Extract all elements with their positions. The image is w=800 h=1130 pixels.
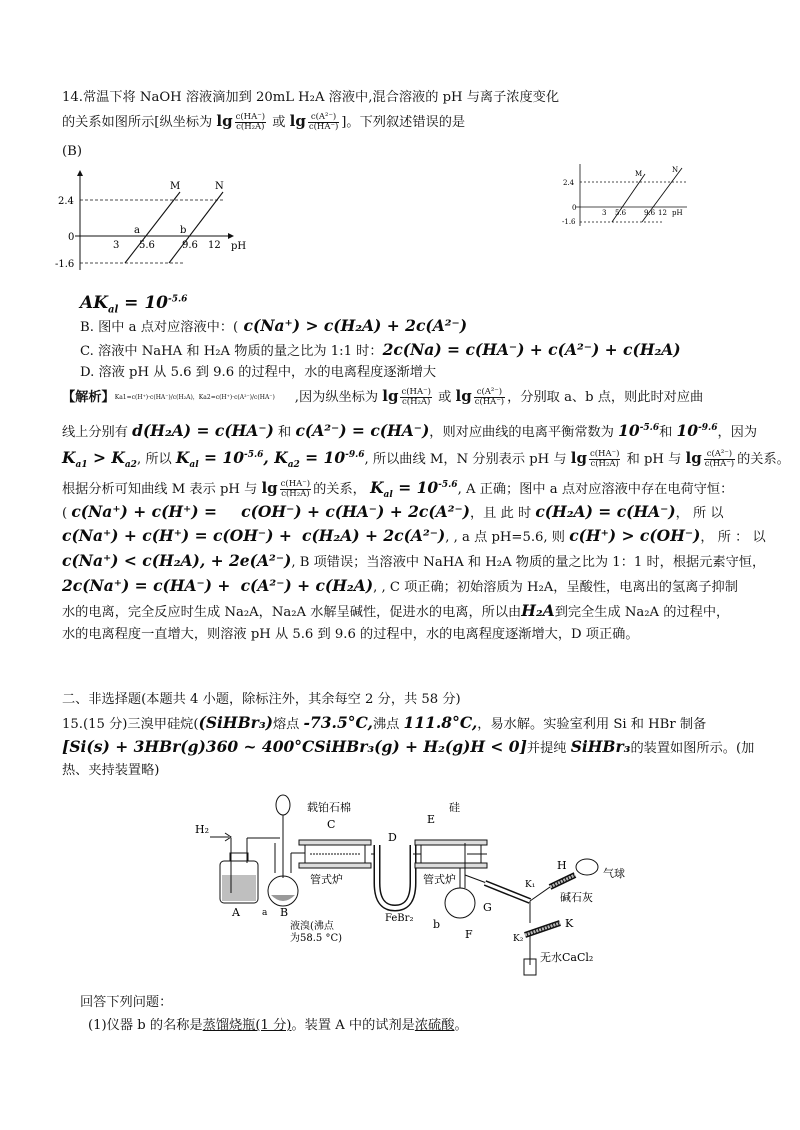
point-a-label: a bbox=[134, 225, 140, 236]
analysis-line6: c(Na⁺) + c(H⁺) = c(OH⁻) + c(H₂A) + 2c(A²⁻), , a 点 pH=5.6, 则 c(H⁺) > c(OH⁻)， 所 ： 以 bbox=[62, 526, 766, 545]
analysis-line3: $K_{a1} > K_{a2}$, 所以 $K_{al} = 10^{-5.6}$, $K_{a2} = 10^{-9.6}$, 所以曲线 M，N 分别表示 pH 与 lg $\frac{c(HA^-)}{\text{c(H₂A)}}$ 和 pH 与 lg $\frac{\text{c(A²⁻)}}{c(HA^-)}$ 的关系。 bbox=[62, 448, 790, 471]
q15-sub1: (1)仪器 b 的名称是蒸馏烧瓶(1 分)。装置 A 中的试剂是浓硫酸。 bbox=[88, 1018, 468, 1033]
label-g: G bbox=[483, 901, 492, 914]
tube-furnace-c bbox=[299, 840, 371, 868]
q15-line3: 热、夹持装置略) bbox=[62, 763, 160, 778]
y-label-zero: 0 bbox=[68, 232, 75, 243]
point-b-label: b bbox=[180, 225, 187, 236]
furnace-1-label: 管式炉 bbox=[310, 873, 343, 886]
analysis-line2: 线上分别有 d(H₂A) = c(HA⁻) 和 c(A²⁻) = c(HA⁻)，则对应曲线的电离平衡常数为 $10^{-5.6}$和 $10^{-9.6}$，因为 bbox=[62, 421, 758, 441]
option-c: C. 溶液中 NaHA 和 H₂A 物质的量之比为 1:1 时：2c(Na) = c(HA⁻) + c(A²⁻) + c(H₂A) bbox=[80, 340, 681, 359]
thumb-x-12: 12 bbox=[658, 209, 667, 217]
label-a-small: a bbox=[262, 908, 268, 918]
asbestos-label: 载铂石棉 bbox=[307, 801, 351, 814]
thumb-n: N bbox=[672, 166, 679, 174]
label-d: D bbox=[388, 831, 397, 844]
curve-n-label: N bbox=[215, 181, 224, 192]
thumb-y-zero: 0 bbox=[572, 204, 577, 212]
ph-graph-thumbnail bbox=[562, 162, 702, 228]
analysis-line4: 根据分析可知曲线 M 表示 pH 与 lg $\frac{c(HA^-)}{\text{c(H₂A)}}$ 的关系， $K_{al} = 10^{-5.6}$, A 正确；图中 a 点对应溶液中存在电荷守恒： bbox=[62, 478, 734, 501]
label-a: A bbox=[232, 906, 240, 919]
curve-n bbox=[169, 192, 223, 263]
analysis-line9: 水的电离，完全反应时生成 Na₂A，Na₂A 水解呈碱性，促进水的电离，所以由H₂A到完全生成 Na₂A 的过程中， bbox=[62, 601, 730, 620]
analysis-line8: 2c(Na⁺) = c(HA⁻) + c(A²⁻) + c(H₂A), , C 项正确；初始溶质为 H₂A，呈酸性，电离出的氢离子抑制 bbox=[62, 576, 738, 595]
thumb-x-9-6: 9.6 bbox=[644, 209, 656, 217]
label-k2: K₂ bbox=[513, 934, 524, 944]
thumb-x-3: 3 bbox=[602, 209, 607, 217]
analysis-line7: c(Na⁺) < c(H₂A), + 2e(A²⁻), B 项错误；当溶液中 NaHA 和 H₂A 物质的量之比为 1：1 时，根据元素守恒， bbox=[62, 551, 766, 570]
liquid-bromine-label-2: 为58.5 °C) bbox=[290, 933, 342, 944]
apparatus-diagram bbox=[195, 783, 670, 978]
label-c: C bbox=[327, 818, 336, 831]
thumb-m: M bbox=[635, 170, 643, 178]
liquid-bromine-label: 液溴(沸点 bbox=[290, 921, 334, 932]
x-axis-label: pH bbox=[231, 241, 247, 252]
label-e: E bbox=[427, 813, 436, 826]
q14-line1: 14.常温下将 NaOH 溶液滴加到 20mL H₂A 溶液中,混合溶液的 pH 与离子浓度变化 bbox=[62, 90, 560, 105]
x-label-5-6: 5.6 bbox=[139, 240, 155, 251]
u-tube-d bbox=[377, 845, 413, 908]
h2-label: H₂ bbox=[195, 823, 210, 836]
fraction: $\frac{c(HA^-)}{\text{c(H₂A)}}$ bbox=[235, 112, 266, 132]
soda-lime-tube-h bbox=[550, 875, 575, 887]
balloon-label: 气球 bbox=[603, 867, 625, 880]
label-k: K bbox=[565, 917, 574, 930]
furnace-2-label: 管式炉 bbox=[423, 873, 456, 886]
label-b: B bbox=[280, 906, 289, 919]
cacl2-drying-tube bbox=[524, 923, 560, 975]
analysis-line1: 【解析】Ka1=c(H⁺)·c(HA⁻)/c(H₂A)，Ka2=c(H⁺)·c(A²⁻)/c(HA⁻) ,因为纵坐标为 lg $\frac{c(HA^-)}{\text{c(H₂A)}}$ 或 lg $\frac{\text{c(A²⁻)}}{c(HA^-)}$ ，分别取 a、b 点，则此时对应曲 bbox=[62, 387, 704, 407]
section2-header: 二、非选择题(本题共 4 小题，除标注外，其余每空 2 分，共 58 分) bbox=[62, 692, 461, 707]
cacl2-label: 无水CaCl₂ bbox=[540, 951, 594, 964]
x-label-9-6: 9.6 bbox=[182, 240, 198, 251]
x-label-12: 12 bbox=[208, 240, 221, 251]
condenser-g bbox=[485, 883, 530, 901]
label-f: F bbox=[465, 928, 473, 941]
thumb-x-label: pH bbox=[672, 209, 683, 217]
option-b: B. 图中 a 点对应溶液中：( c(Na⁺) > c(H₂A) + 2c(A²⁻) bbox=[80, 316, 468, 335]
soda-lime-label: 碱石灰 bbox=[560, 891, 593, 904]
thumb-x-5-6: 5.6 bbox=[615, 209, 627, 217]
analysis-line10: 水的电离程度一直增大，则溶液 pH 从 5.6 到 9.6 的过程中，水的电离程度逐渐增大，D 项正确。 bbox=[62, 627, 639, 642]
thumb-y-bottom: -1.6 bbox=[562, 218, 576, 226]
q15-prompt: 回答下列问题： bbox=[80, 995, 173, 1010]
q15-line1: 15.(15 分)三溴甲硅烷((SiHBr₃)熔点 -73.5°C,沸点 111.8°C,，易水解。实验室利用 Si 和 HBr 制备 bbox=[62, 713, 707, 732]
ph-graph bbox=[55, 165, 255, 275]
febr2-label: FeBr₂ bbox=[385, 913, 414, 924]
thumb-y-top: 2.4 bbox=[563, 179, 575, 187]
label-k1: K₁ bbox=[525, 880, 536, 890]
fraction: $\frac{\text{c(A²⁻)}}{c(HA^-)}$ bbox=[308, 112, 339, 132]
y-label-bottom: -1.6 bbox=[55, 259, 75, 270]
y-label-top: 2.4 bbox=[58, 196, 74, 207]
curve-m-label: M bbox=[170, 181, 181, 192]
silicon-label: 硅 bbox=[449, 801, 460, 814]
label-b2: b bbox=[433, 918, 441, 931]
flask-b bbox=[268, 795, 298, 906]
q15-line2: [Si(s) + 3HBr(g)360 ~ 400°CSiHBr₃(g) + H₂(g)H < 0]并提纯 SiHBr₃的装置如图所示。(加 bbox=[62, 737, 755, 756]
analysis-line5: ( c(Na⁺) + c(H⁺) = c(OH⁻) + c(HA⁻) + 2c(A²⁻)，且 此 时 c(H₂A) = c(HA⁻)， 所 以 bbox=[62, 502, 724, 521]
option-a: $AK_{al} = 10^{-5.6}$ bbox=[80, 292, 188, 316]
x-label-3: 3 bbox=[113, 240, 120, 251]
option-d: D. 溶液 pH 从 5.6 到 9.6 的过程中，水的电离程度逐渐增大 bbox=[80, 365, 437, 380]
balloon-icon bbox=[576, 859, 598, 875]
q14-answer: (B) bbox=[62, 144, 82, 159]
q14-line2: 的关系如图所示[纵坐标为 lg $\frac{c(HA^-)}{\text{c(H₂A)}}$ 或 lg $\frac{\text{c(A²⁻)}}{c(HA^-)}$ ]。下列叙述错误的是 bbox=[62, 112, 466, 132]
wash-bottle-a bbox=[220, 838, 258, 903]
label-h: H bbox=[557, 859, 567, 872]
